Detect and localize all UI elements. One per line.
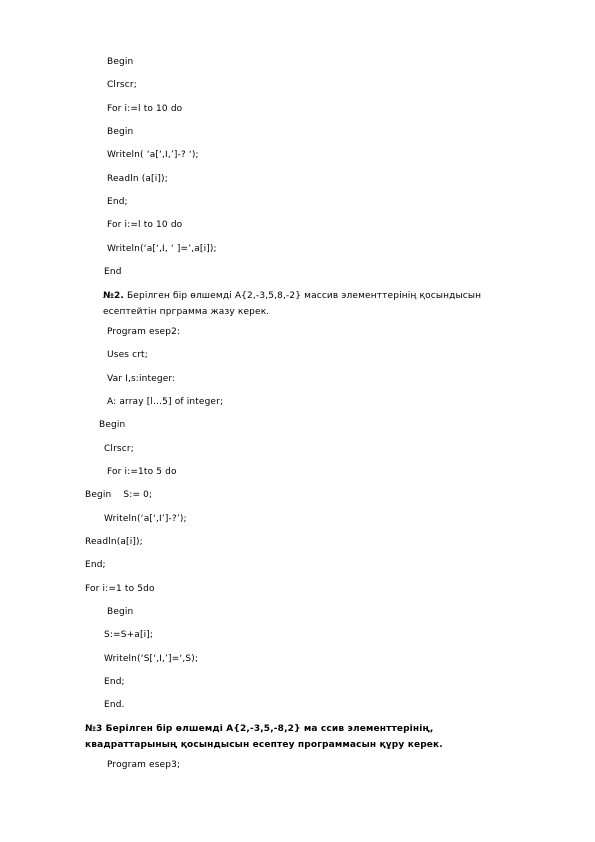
code-line: For i:=l to 10 do bbox=[107, 104, 183, 114]
code-line: Program esep2: bbox=[107, 327, 181, 337]
task-2-heading bbox=[103, 288, 533, 320]
code-line: Begin bbox=[99, 420, 126, 430]
task-2-number: №2. bbox=[103, 291, 124, 301]
code-line: End bbox=[104, 267, 122, 277]
code-line: For i:=1 to 5do bbox=[85, 584, 155, 594]
code-line: End. bbox=[104, 700, 125, 710]
code-line: Begin bbox=[107, 127, 134, 137]
code-line: S:=S+a[i]; bbox=[104, 630, 154, 640]
task-2-text: Берілген бір өлшемді A{2,-3,5,8,-2} массив элементтерінің қосындысын есептейтін прграмма жазу керек. bbox=[103, 291, 482, 317]
code-line: Writeln(‘S[‘,I,’]=‘,S); bbox=[104, 654, 199, 664]
task-3-heading: №3 Берілген бір өлшемді A{2,-3,5,-8,2} ма ссив элементтерінің, квадраттарының қосындысын есептеу программасын құру керек. bbox=[85, 724, 443, 750]
code-line: End; bbox=[104, 677, 125, 687]
code-line: Program esep3; bbox=[107, 760, 181, 770]
code-line: A: array [l…5] of integer; bbox=[107, 397, 224, 407]
code-line: Uses crt; bbox=[107, 350, 148, 360]
code-line: Begin S:= 0; bbox=[85, 490, 153, 500]
code-line: End; bbox=[107, 197, 128, 207]
code-line: Readln (a[i]); bbox=[107, 174, 168, 184]
code-line: Clrscr; bbox=[104, 444, 134, 454]
code-line: Writeln(‘a[‘,I, ‘ ]=’,a[i]); bbox=[107, 244, 217, 254]
code-line: Readln(a[i]); bbox=[85, 537, 143, 547]
code-line: Clrscr; bbox=[107, 80, 137, 90]
code-line: For i:=1to 5 do bbox=[107, 467, 177, 477]
code-line: Begin bbox=[107, 607, 134, 617]
code-line: Var I,s:integer: bbox=[107, 374, 176, 384]
code-line: Writeln(‘a[‘,I’]-?’); bbox=[104, 514, 187, 524]
code-line: Begin bbox=[107, 57, 134, 67]
code-line: End; bbox=[85, 560, 106, 570]
code-line: Writeln( ‘a[‘,I,’]-? ‘); bbox=[107, 150, 199, 160]
code-line: For i:=l to 10 do bbox=[107, 220, 183, 230]
